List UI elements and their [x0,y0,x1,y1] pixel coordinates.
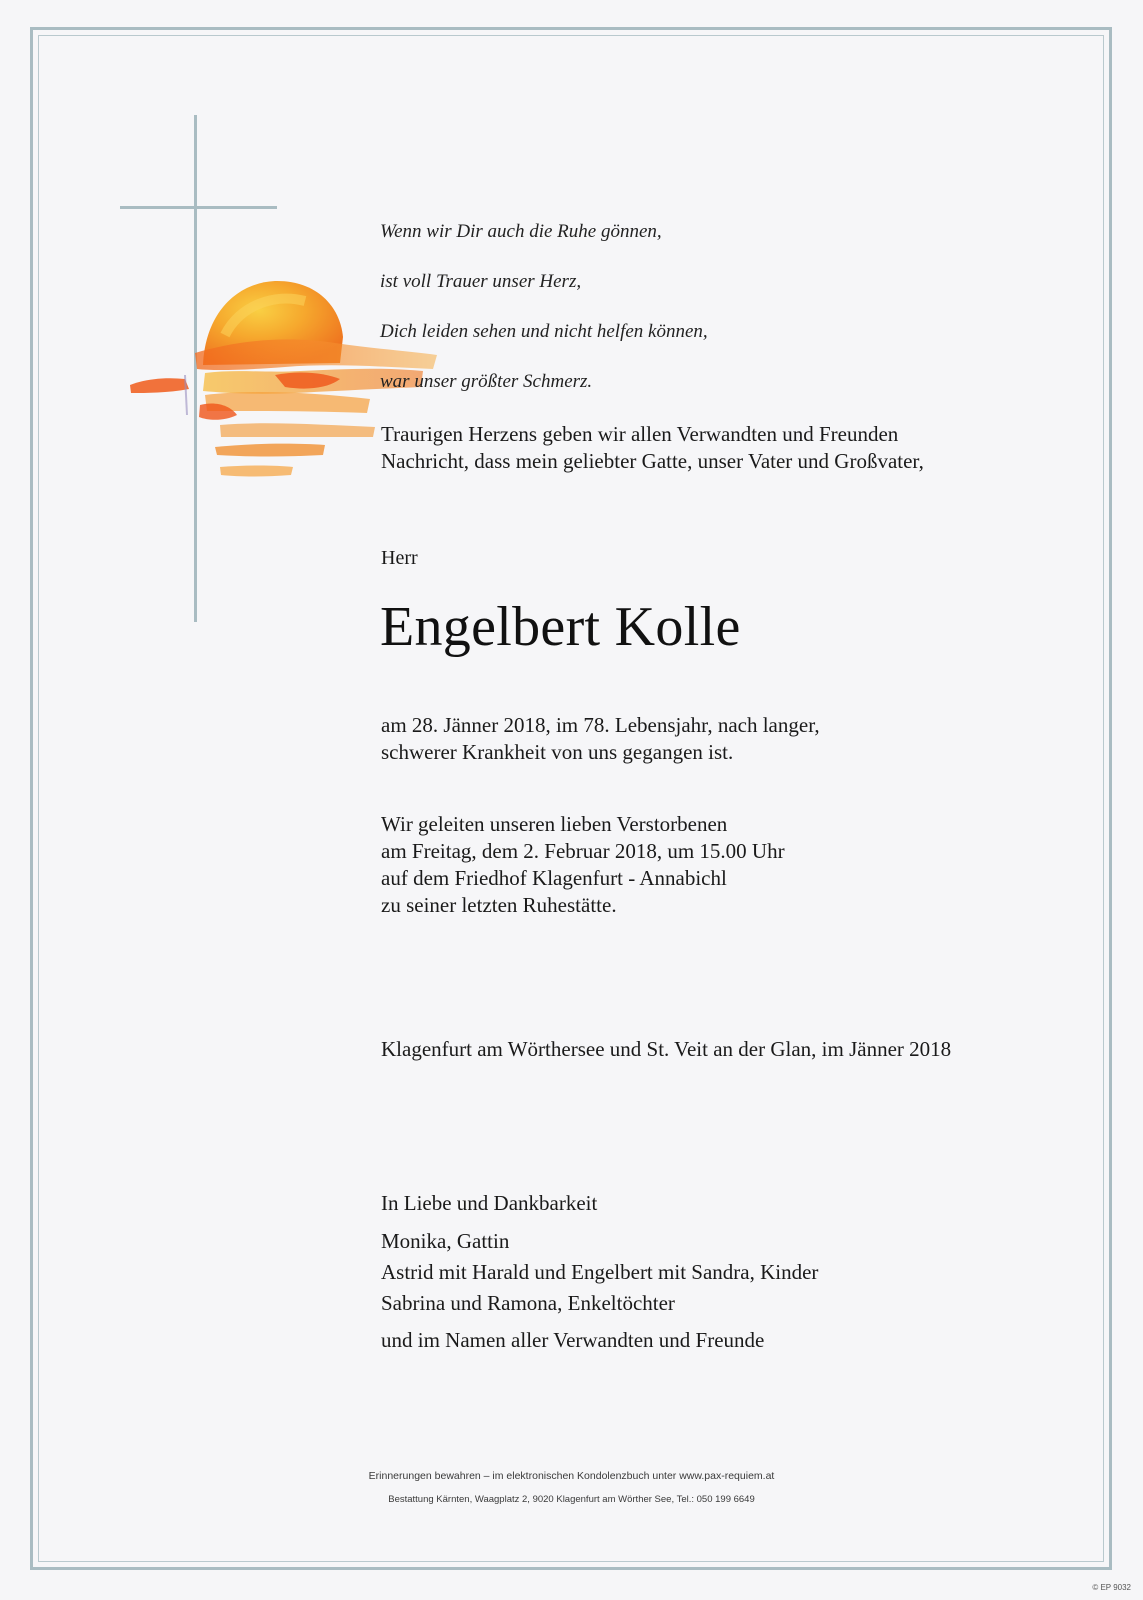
intro-line: Nachricht, dass mein geliebter Gatte, unser Vater und Großvater, [381,449,924,473]
footer-condolence: Erinnerungen bewahren – im elektronischen Kondolenzbuch unter www.pax-requiem.at [368,1470,775,1482]
death-line: schwerer Krankheit von uns gegangen ist. [381,740,734,764]
funeral-line: Wir geleiten unseren lieben Verstorbenen [381,812,728,836]
poem [380,194,708,419]
poem-line: Dich leiden sehen und nicht helfen können, [380,321,708,342]
family-children: Astrid mit Harald und Engelbert mit Sandra, Kinder [381,1260,819,1284]
print-code: © EP 9032 [1092,1583,1131,1592]
funeral-line: am Freitag, dem 2. Februar 2018, um 15.00 Uhr [381,839,785,863]
family-grandchildren: Sabrina und Ramona, Enkeltöchter [381,1291,675,1315]
cross-horizontal-bar [120,206,277,209]
salutation: Herr [381,547,418,569]
intro-line: Traurigen Herzens geben wir allen Verwandten und Freunden [381,422,899,446]
deceased-name: Engelbert Kolle [380,596,741,658]
poem-line: ist voll Trauer unser Herz, [380,271,582,292]
death-line: am 28. Jänner 2018, im 78. Lebensjahr, nach langer, [381,713,820,737]
funeral-line: zu seiner letzten Ruhestätte. [381,893,617,917]
poem-line: war unser größter Schmerz. [380,371,593,392]
family-others: und im Namen aller Verwandten und Freunde [381,1328,765,1352]
footer-undertaker: Bestattung Kärnten, Waagplatz 2, 9020 Klagenfurt am Wörther See, Tel.: 050 199 6649 [388,1494,755,1505]
death-notice [381,712,820,766]
announcement-intro [381,421,924,475]
funeral-line: auf dem Friedhof Klagenfurt - Annabichl [381,866,727,890]
family-spouse: Monika, Gattin [381,1229,510,1253]
poem-line: Wenn wir Dir auch die Ruhe gönnen, [380,221,662,242]
place-and-date: Klagenfurt am Wörthersee und St. Veit an der Glan, im Jänner 2018 [381,1037,952,1061]
closing-phrase: In Liebe und Dankbarkeit [381,1191,598,1215]
funeral-details [381,811,785,919]
